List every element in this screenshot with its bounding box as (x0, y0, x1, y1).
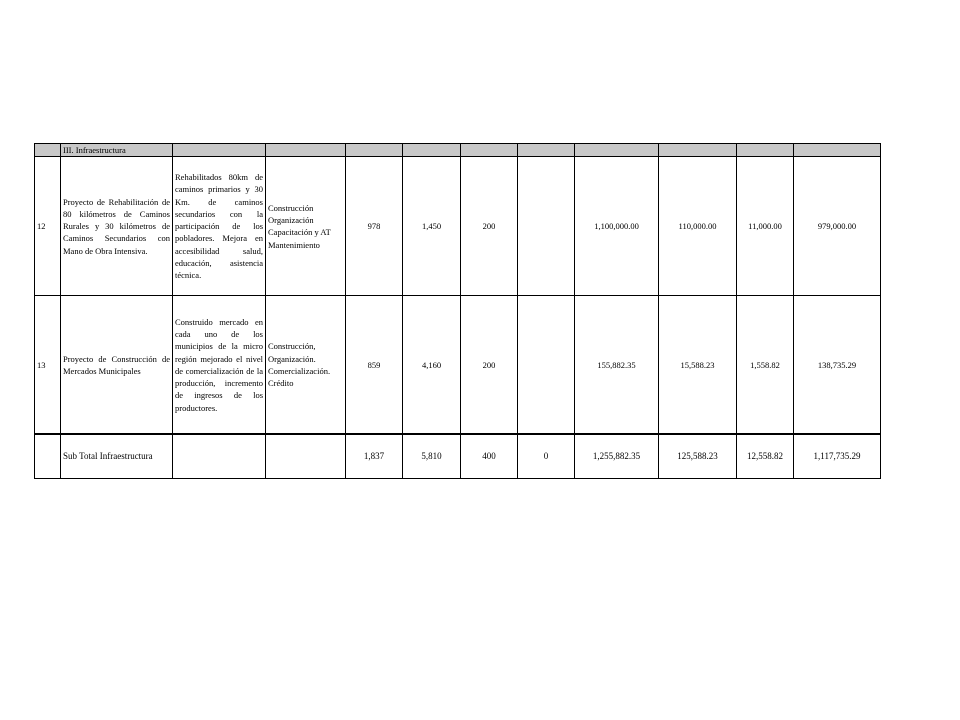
total-amount: 1,100,000.00 (575, 157, 659, 296)
amount-3: 138,735.29 (794, 296, 881, 435)
value-4 (518, 157, 575, 296)
project-activities: Construcción, Organización. Comercialización. Crédito (266, 296, 346, 435)
section-blank-cell (266, 144, 346, 157)
section-blank-cell (575, 144, 659, 157)
subtotal-value-1: 1,837 (346, 434, 403, 479)
subtotal-value-4: 0 (518, 434, 575, 479)
project-description: Rehabilitados 80km de caminos primarios y 30 Km. de caminos secundarios con la participación de los pobladores. Mejora en accesibilidad salud, educación, asistencia técnica. (173, 157, 266, 296)
section-label: III. Infraestructura (61, 144, 173, 157)
infrastructure-table (34, 143, 881, 479)
value-2: 4,160 (403, 296, 461, 435)
row-id: 13 (35, 296, 61, 435)
value-1: 859 (346, 296, 403, 435)
table-row (35, 296, 881, 435)
subtotal-index-cell (35, 434, 61, 479)
project-name: Proyecto de Construcción de Mercados Municipales (61, 296, 173, 435)
amount-1: 110,000.00 (659, 157, 737, 296)
project-description: Construido mercado en cada uno de los municipios de la micro región mejorado el nivel de comercialización de la producción, incremento de ingresos de los productores. (173, 296, 266, 435)
subtotal-label: Sub Total Infraestructura (61, 434, 173, 479)
value-1: 978 (346, 157, 403, 296)
section-blank-cell (173, 144, 266, 157)
section-index-cell (35, 144, 61, 157)
section-blank-cell (659, 144, 737, 157)
section-header-row (35, 144, 881, 157)
amount-2: 11,000.00 (737, 157, 794, 296)
subtotal-blank-cell (173, 434, 266, 479)
row-id: 12 (35, 157, 61, 296)
total-amount: 155,882.35 (575, 296, 659, 435)
project-activities: Construcción Organización Capacitación y AT Mantenimiento (266, 157, 346, 296)
section-blank-cell (461, 144, 518, 157)
subtotal-value-3: 400 (461, 434, 518, 479)
section-blank-cell (794, 144, 881, 157)
value-3: 200 (461, 296, 518, 435)
value-4 (518, 296, 575, 435)
project-name: Proyecto de Rehabilitación de 80 kilómetros de Caminos Rurales y 30 kilómetros de Caminos Secundarios con Mano de Obra Intensiva. (61, 157, 173, 296)
subtotal-value-2: 5,810 (403, 434, 461, 479)
subtotal-blank-cell (266, 434, 346, 479)
value-3: 200 (461, 157, 518, 296)
table-row (35, 157, 881, 296)
section-blank-cell (403, 144, 461, 157)
section-blank-cell (346, 144, 403, 157)
subtotal-amount-2: 12,558.82 (737, 434, 794, 479)
amount-3: 979,000.00 (794, 157, 881, 296)
value-2: 1,450 (403, 157, 461, 296)
subtotal-amount-3: 1,117,735.29 (794, 434, 881, 479)
subtotal-row (35, 434, 881, 479)
subtotal-amount-1: 125,588.23 (659, 434, 737, 479)
subtotal-total-amount: 1,255,882.35 (575, 434, 659, 479)
amount-2: 1,558.82 (737, 296, 794, 435)
section-blank-cell (518, 144, 575, 157)
section-blank-cell (737, 144, 794, 157)
amount-1: 15,588.23 (659, 296, 737, 435)
